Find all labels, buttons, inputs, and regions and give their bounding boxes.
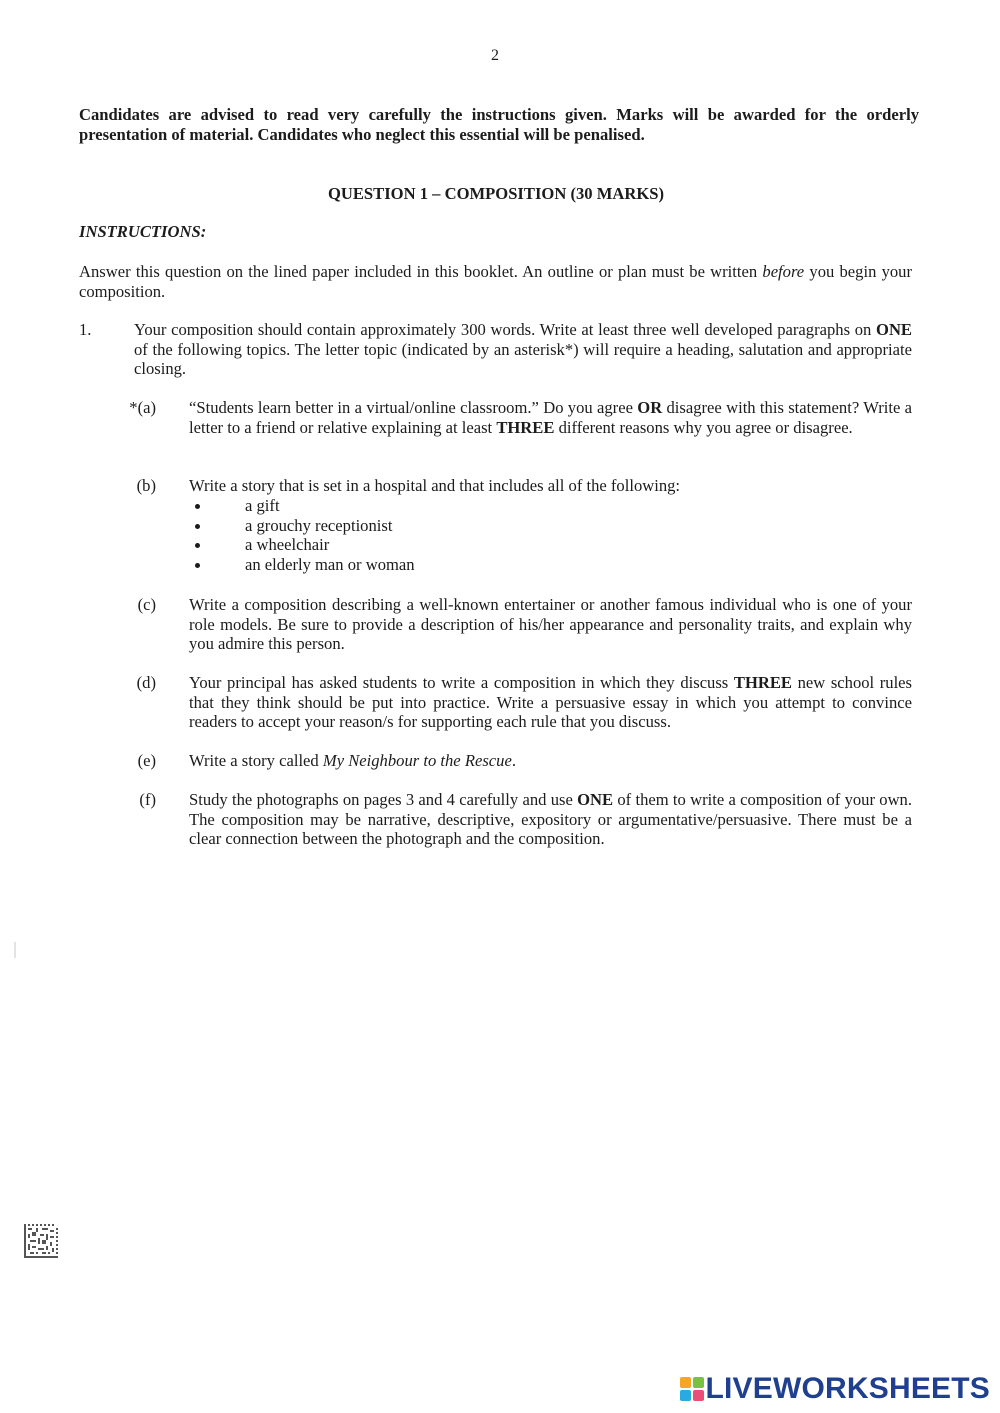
item-bold: ONE — [876, 320, 912, 339]
liveworksheets-logo-icon — [680, 1377, 704, 1401]
item-number: 1. — [79, 320, 92, 339]
item-instructions — [134, 320, 912, 379]
option-a-bold-2: THREE — [496, 417, 555, 437]
bullet-icon — [195, 524, 200, 529]
option-c-text: Write a composition describing a well-known entertainer or another famous individual who is one of your role models. Be sure to provide a description of his/her appearance and personality traits, and explain why you admire this person. — [189, 595, 912, 654]
liveworksheets-logo — [680, 1372, 991, 1406]
bullet-icon — [195, 504, 200, 509]
option-b-bullet-list — [189, 496, 415, 574]
option-f-label: (f) — [139, 790, 156, 809]
option-a-text-1: “Students learn better in a virtual/online classroom.” Do you agree — [189, 398, 638, 417]
option-a-text-3: different reasons why you agree or disagree. — [554, 417, 853, 437]
option-d-text-1: Your principal has asked students to write a composition in which they discuss — [189, 673, 734, 692]
bullet-icon — [195, 543, 200, 548]
option-b-text: Write a story that is set in a hospital and that includes all of the following: — [189, 476, 681, 495]
option-a-text — [189, 398, 912, 437]
option-e-text — [189, 751, 912, 771]
barcode-icon — [24, 1224, 58, 1258]
option-c-label: (c) — [137, 595, 156, 614]
bullet-text: a grouchy receptionist — [245, 515, 393, 535]
question-heading: QUESTION 1 – COMPOSITION (30 MARKS) — [327, 184, 665, 203]
option-e-text-2: . — [511, 751, 516, 770]
list-item — [189, 496, 415, 516]
option-f-text — [189, 790, 912, 849]
bullet-text: a wheelchair — [245, 535, 330, 555]
option-d-bold: THREE — [733, 673, 792, 692]
scan-artifact — [14, 942, 16, 958]
bullet-text: a gift — [245, 496, 280, 515]
option-f-bold: ONE — [577, 790, 614, 809]
instructions-label: INSTRUCTIONS: — [79, 222, 207, 241]
answer-text-1: Answer this question on the lined paper included in this booklet. An outline or plan must be written — [79, 262, 763, 281]
answer-emphasis: before — [762, 262, 805, 281]
option-d-text — [189, 673, 912, 732]
candidate-advice: Candidates are advised to read very carefully the instructions given. Marks will be awarded for the orderly presentation of material. Candidates who neglect this essential will be penalised. — [79, 105, 919, 144]
option-f-text-2: of them to write a composition of your own. The composition may be narrative, descriptive, expository or argumentative/persuasive. There must be a clear connection between the photograph and the composition. — [189, 790, 912, 849]
page-number: 2 — [491, 47, 499, 64]
item-text-1: Your composition should contain approximately 300 words. Write at least three well developed paragraphs on — [134, 320, 877, 339]
option-a-text-2: disagree with this statement? Write a letter to a friend or relative explaining at least — [189, 398, 913, 437]
brand-name: LIVEWORKSHEETS — [705, 1372, 990, 1405]
list-item — [189, 516, 415, 536]
list-item — [189, 535, 415, 555]
option-a-bold-1: OR — [637, 398, 663, 417]
answer-instructions — [79, 262, 912, 301]
option-d-text-2: new school rules that they think should be put into practice. Write a persuasive essay in which you attempt to convince readers to accept your reason/s for supporting each rule that you discuss. — [189, 673, 913, 732]
option-a-label: *(a) — [129, 398, 156, 417]
option-b-label: (b) — [136, 476, 156, 495]
list-item — [189, 555, 415, 575]
answer-text-2: you begin your composition. — [79, 262, 913, 301]
item-text-2: of the following topics. The letter topic (indicated by an asterisk*) will require a heading, salutation and appropriate closing. — [134, 339, 912, 379]
option-e-title: My Neighbour to the Rescue — [322, 751, 512, 770]
bullet-icon — [195, 563, 200, 568]
option-d-label: (d) — [136, 673, 156, 692]
option-e-text-1: Write a story called — [189, 751, 323, 770]
option-f-text-1: Study the photographs on pages 3 and 4 carefully and use — [189, 790, 578, 809]
option-e-label: (e) — [137, 751, 156, 770]
bullet-text: an elderly man or woman — [245, 554, 415, 574]
